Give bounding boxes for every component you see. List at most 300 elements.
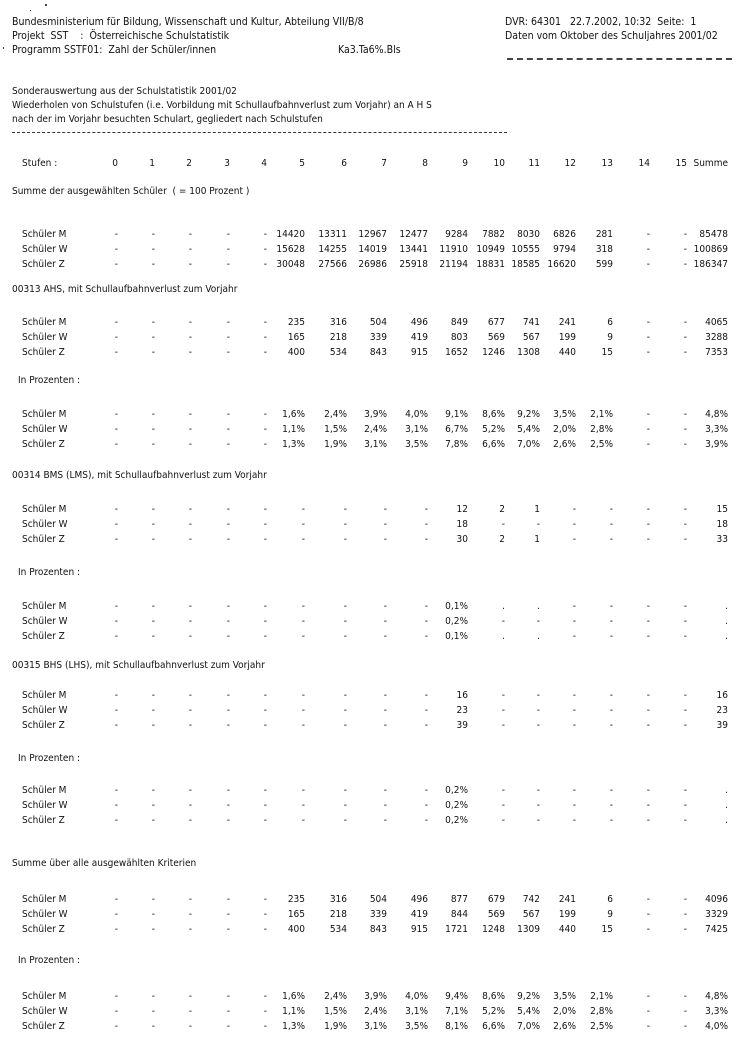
table-row (0, 600, 746, 614)
column-header-label: Stufen : (22, 158, 58, 169)
cell: - (263, 616, 267, 627)
cell: 23 (716, 705, 728, 716)
cell: . (502, 631, 505, 642)
cell: - (263, 244, 267, 255)
cell: - (646, 347, 650, 358)
table-row (0, 243, 746, 257)
cell: - (226, 519, 230, 530)
cell: - (301, 785, 305, 796)
cell: 318 (595, 244, 613, 255)
column-header-15: 15 (675, 158, 687, 169)
cell: 1721 (445, 924, 468, 935)
cell: 23 (456, 705, 468, 716)
cell: - (609, 800, 613, 811)
cell: 9,2% (517, 409, 540, 420)
cell: - (151, 259, 155, 270)
row-label: Schüler M (22, 229, 67, 240)
row-label: Schüler M (22, 504, 67, 515)
cell: - (683, 601, 687, 612)
cell: - (114, 894, 118, 905)
cell: . (725, 601, 728, 612)
cell: - (383, 616, 387, 627)
cell: - (383, 601, 387, 612)
cell: - (646, 924, 650, 935)
cell: 12967 (358, 229, 387, 240)
cell: 419 (410, 332, 428, 343)
cell: - (536, 815, 540, 826)
cell: 8,1% (445, 1021, 468, 1032)
cell: 3,3% (705, 424, 728, 435)
cell: 741 (522, 317, 540, 328)
cell: - (572, 616, 576, 627)
cell: 10555 (511, 244, 540, 255)
cell: 6 (607, 894, 613, 905)
cell: - (646, 690, 650, 701)
cell: - (646, 815, 650, 826)
cell: - (683, 991, 687, 1002)
cell: - (114, 1006, 118, 1017)
cell: - (536, 690, 540, 701)
column-header-10: 10 (493, 158, 505, 169)
cell: - (301, 504, 305, 515)
table-row (0, 990, 746, 1004)
cell: - (646, 705, 650, 716)
cell: 2,8% (590, 1006, 613, 1017)
cell: 2,4% (364, 424, 387, 435)
cell: 1,5% (324, 424, 347, 435)
cell: 567 (522, 909, 540, 920)
cell: - (501, 705, 505, 716)
intro-line-3: nach der im Vorjahr besuchten Schulart, gegliedert nach Schulstufen (12, 114, 323, 125)
cell: 316 (329, 317, 347, 328)
cell: - (572, 720, 576, 731)
cell: 165 (287, 909, 305, 920)
cell: - (263, 924, 267, 935)
cell: - (188, 424, 192, 435)
cell: 235 (287, 317, 305, 328)
cell: - (263, 1021, 267, 1032)
cell: - (263, 894, 267, 905)
cell: - (683, 244, 687, 255)
cell: 504 (369, 317, 387, 328)
cell: . (725, 785, 728, 796)
cell: 599 (595, 259, 613, 270)
column-header-11: 11 (528, 158, 540, 169)
cell: 3,5% (553, 991, 576, 1002)
cell: 849 (450, 317, 468, 328)
cell: - (646, 439, 650, 450)
cell: 85478 (699, 229, 728, 240)
cell: - (114, 705, 118, 716)
cell: - (572, 534, 576, 545)
cell: - (572, 504, 576, 515)
cell: - (683, 924, 687, 935)
cell: - (226, 259, 230, 270)
cell: - (683, 1021, 687, 1032)
cell: - (609, 616, 613, 627)
cell: 1,1% (282, 424, 305, 435)
cell: 8,6% (482, 409, 505, 420)
cell: - (383, 785, 387, 796)
cell: - (114, 909, 118, 920)
cell: 27566 (318, 259, 347, 270)
cell: 844 (450, 909, 468, 920)
cell: - (536, 519, 540, 530)
cell: 12477 (399, 229, 428, 240)
table-row (0, 799, 746, 813)
cell: 7353 (705, 347, 728, 358)
cell: 13311 (318, 229, 347, 240)
cell: - (263, 909, 267, 920)
table-row (0, 346, 746, 360)
cell: - (188, 815, 192, 826)
row-label: Schüler W (22, 332, 68, 343)
cell: - (114, 534, 118, 545)
cell: 2,6% (553, 439, 576, 450)
cell: - (188, 504, 192, 515)
cell: 0,1% (445, 631, 468, 642)
cell: 14420 (276, 229, 305, 240)
cell: - (188, 720, 192, 731)
cell: - (114, 424, 118, 435)
cell: 7425 (705, 924, 728, 935)
cell: 915 (410, 347, 428, 358)
cell: 4,0% (405, 991, 428, 1002)
cell: . (537, 631, 540, 642)
cell: 33 (716, 534, 728, 545)
cell: - (572, 601, 576, 612)
cell: - (263, 519, 267, 530)
cell: - (151, 317, 155, 328)
row-label: Schüler M (22, 317, 67, 328)
cell: 1652 (445, 347, 468, 358)
cell: 15 (601, 347, 613, 358)
cell: - (646, 909, 650, 920)
table-row (0, 908, 746, 922)
cell: - (226, 894, 230, 905)
cell: 679 (487, 894, 505, 905)
cell: - (646, 409, 650, 420)
cell: - (114, 991, 118, 1002)
row-label: Schüler Z (22, 259, 65, 270)
cell: 6826 (553, 229, 576, 240)
cell: - (226, 800, 230, 811)
percent-subtitle: In Prozenten : (18, 753, 81, 764)
cell: - (301, 519, 305, 530)
cell: 677 (487, 317, 505, 328)
cell: - (188, 332, 192, 343)
cell: - (226, 616, 230, 627)
cell: - (383, 519, 387, 530)
percent-subtitle: In Prozenten : (18, 955, 81, 966)
row-label: Schüler W (22, 424, 68, 435)
cell: 3,1% (364, 439, 387, 450)
row-label: Schüler Z (22, 439, 65, 450)
column-header-2: 2 (186, 158, 192, 169)
cell: 0,1% (445, 601, 468, 612)
cell: - (424, 601, 428, 612)
cell: - (609, 815, 613, 826)
column-header-13: 13 (601, 158, 613, 169)
cell: 3,5% (405, 439, 428, 450)
cell: 504 (369, 894, 387, 905)
cell: - (114, 519, 118, 530)
cell: - (683, 785, 687, 796)
cell: - (151, 229, 155, 240)
table-row (0, 1020, 746, 1034)
cell: - (114, 332, 118, 343)
cell: 1,5% (324, 1006, 347, 1017)
cell: - (151, 332, 155, 343)
cell: 5,2% (482, 424, 505, 435)
cell: - (188, 259, 192, 270)
cell: - (646, 785, 650, 796)
cell: - (151, 800, 155, 811)
cell: - (424, 631, 428, 642)
cell: - (188, 1006, 192, 1017)
cell: - (683, 815, 687, 826)
cell: - (301, 631, 305, 642)
cell: 1308 (517, 347, 540, 358)
cell: - (609, 720, 613, 731)
cell: - (151, 690, 155, 701)
scan-speck (3, 47, 4, 49)
column-header-6: 6 (341, 158, 347, 169)
cell: 18585 (511, 259, 540, 270)
header-project: Projekt SST : Österreichische Schulstatistik (12, 30, 230, 42)
cell: - (226, 690, 230, 701)
cell: 1,1% (282, 1006, 305, 1017)
cell: - (301, 616, 305, 627)
row-label: Schüler Z (22, 924, 65, 935)
cell: - (263, 259, 267, 270)
column-header-14: 14 (638, 158, 650, 169)
column-header-5: 5 (299, 158, 305, 169)
row-label: Schüler M (22, 991, 67, 1002)
header-dvr-date-page: DVR: 64301 22.7.2002, 10:32 Seite: 1 (505, 16, 697, 28)
cell: - (343, 785, 347, 796)
cell: - (646, 616, 650, 627)
cell: 241 (558, 317, 576, 328)
cell: 100869 (693, 244, 728, 255)
cell: 21194 (439, 259, 468, 270)
cell: - (226, 347, 230, 358)
cell: 1,6% (282, 991, 305, 1002)
cell: 2,5% (590, 439, 613, 450)
header-program: Programm SSTF01: Zahl der Schüler/innen (12, 44, 217, 56)
cell: - (226, 601, 230, 612)
cell: - (343, 504, 347, 515)
header-divider (507, 58, 732, 60)
table-row (0, 1005, 746, 1019)
cell: 186347 (693, 259, 728, 270)
cell: . (725, 616, 728, 627)
cell: - (188, 631, 192, 642)
cell: - (188, 534, 192, 545)
percent-subtitle: In Prozenten : (18, 567, 81, 578)
cell: 30 (456, 534, 468, 545)
cell: 915 (410, 924, 428, 935)
cell: - (683, 259, 687, 270)
cell: - (609, 519, 613, 530)
cell: 9,2% (517, 991, 540, 1002)
row-label: Schüler W (22, 909, 68, 920)
cell: - (151, 616, 155, 627)
cell: - (226, 815, 230, 826)
cell: - (151, 347, 155, 358)
table-row (0, 533, 746, 547)
table-row (0, 893, 746, 907)
cell: - (114, 259, 118, 270)
cell: - (263, 504, 267, 515)
cell: 569 (487, 909, 505, 920)
cell: - (536, 720, 540, 731)
cell: - (151, 894, 155, 905)
cell: - (683, 332, 687, 343)
cell: 4,8% (705, 991, 728, 1002)
cell: - (301, 720, 305, 731)
cell: - (424, 690, 428, 701)
cell: 2 (499, 534, 505, 545)
cell: - (683, 409, 687, 420)
intro-line-1: Sonderauswertung aus der Schulstatistik 2001/02 (12, 86, 237, 97)
row-label: Schüler Z (22, 631, 65, 642)
cell: - (226, 1006, 230, 1017)
cell: - (188, 894, 192, 905)
cell: - (114, 317, 118, 328)
cell: 3,3% (705, 1006, 728, 1017)
cell: - (188, 244, 192, 255)
cell: - (263, 690, 267, 701)
cell: 0,2% (445, 616, 468, 627)
cell: - (683, 894, 687, 905)
cell: - (683, 720, 687, 731)
cell: 13441 (399, 244, 428, 255)
cell: - (188, 909, 192, 920)
section-title: 00314 BMS (LMS), mit Schullaufbahnverlust zum Vorjahr (12, 470, 267, 481)
cell: - (263, 409, 267, 420)
cell: - (114, 815, 118, 826)
column-header-3: 3 (224, 158, 230, 169)
cell: 15628 (276, 244, 305, 255)
table-row (0, 228, 746, 242)
cell: - (572, 800, 576, 811)
cell: - (683, 439, 687, 450)
cell: 8030 (517, 229, 540, 240)
cell: - (151, 705, 155, 716)
cell: - (151, 601, 155, 612)
cell: - (646, 317, 650, 328)
cell: 843 (369, 347, 387, 358)
cell: 400 (287, 347, 305, 358)
cell: 9 (607, 909, 613, 920)
cell: - (609, 785, 613, 796)
cell: - (263, 347, 267, 358)
cell: 0,2% (445, 785, 468, 796)
cell: 2,8% (590, 424, 613, 435)
intro-divider (12, 132, 507, 133)
row-label: Schüler W (22, 244, 68, 255)
cell: 26986 (358, 259, 387, 270)
cell: - (188, 785, 192, 796)
cell: - (501, 690, 505, 701)
cell: 7,0% (517, 439, 540, 450)
cell: - (683, 424, 687, 435)
column-header-row (0, 157, 746, 171)
cell: - (151, 519, 155, 530)
table-row (0, 923, 746, 937)
cell: 165 (287, 332, 305, 343)
cell: 2,4% (324, 409, 347, 420)
cell: 3,5% (405, 1021, 428, 1032)
cell: 877 (450, 894, 468, 905)
cell: 6,6% (482, 1021, 505, 1032)
cell: 18831 (476, 259, 505, 270)
cell: - (114, 631, 118, 642)
table-row (0, 719, 746, 733)
cell: 440 (558, 347, 576, 358)
section-title: 00315 BHS (LHS), mit Schullaufbahnverlust zum Vorjahr (12, 660, 265, 671)
cell: - (114, 616, 118, 627)
cell: 9,1% (445, 409, 468, 420)
cell: 9284 (445, 229, 468, 240)
cell: - (501, 785, 505, 796)
cell: - (226, 424, 230, 435)
cell: . (725, 631, 728, 642)
cell: 3,9% (364, 409, 387, 420)
scan-speck (45, 4, 47, 6)
cell: - (424, 504, 428, 515)
cell: - (263, 705, 267, 716)
cell: 9794 (553, 244, 576, 255)
cell: - (151, 439, 155, 450)
cell: - (646, 601, 650, 612)
scan-speck (30, 10, 31, 11)
cell: - (536, 800, 540, 811)
cell: 12 (456, 504, 468, 515)
row-label: Schüler M (22, 894, 67, 905)
column-header-12: 12 (564, 158, 576, 169)
cell: - (226, 229, 230, 240)
cell: - (263, 991, 267, 1002)
cell: - (383, 800, 387, 811)
cell: - (226, 317, 230, 328)
cell: - (646, 1021, 650, 1032)
cell: - (572, 631, 576, 642)
intro-line-2: Wiederholen von Schulstufen (i.e. Vorbildung mit Schullaufbahnverlust zum Vorjahr) an A H S (12, 100, 432, 111)
cell: - (424, 720, 428, 731)
cell: 16 (716, 690, 728, 701)
cell: - (646, 800, 650, 811)
cell: 9 (607, 332, 613, 343)
cell: - (424, 815, 428, 826)
cell: - (683, 616, 687, 627)
cell: 567 (522, 332, 540, 343)
cell: - (646, 259, 650, 270)
cell: 1,3% (282, 439, 305, 450)
cell: . (725, 800, 728, 811)
cell: - (151, 720, 155, 731)
cell: - (536, 705, 540, 716)
cell: - (188, 601, 192, 612)
cell: - (114, 229, 118, 240)
row-label: Schüler M (22, 690, 67, 701)
cell: - (114, 347, 118, 358)
table-row (0, 784, 746, 798)
cell: 339 (369, 332, 387, 343)
cell: - (683, 1006, 687, 1017)
cell: - (646, 244, 650, 255)
